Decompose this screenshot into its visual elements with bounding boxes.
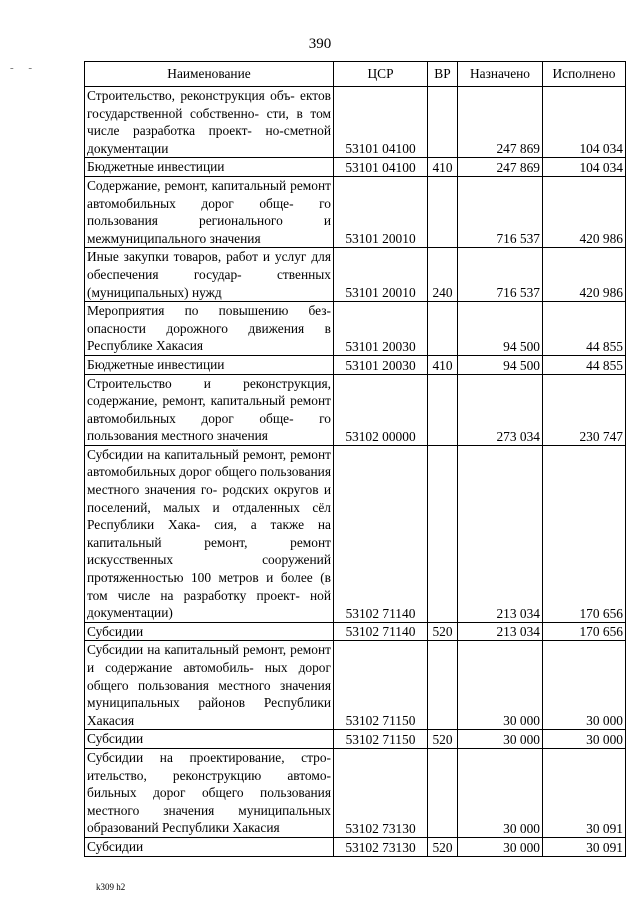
row-executed: 30 091 bbox=[543, 837, 626, 856]
row-vr bbox=[428, 374, 458, 445]
row-vr bbox=[428, 445, 458, 622]
row-name: Строительство и реконструкция, содержание, ремонт, капитальный ремонт автомобильных дорог обще- го пользования местного значения bbox=[85, 374, 334, 445]
row-executed: 170 656 bbox=[543, 622, 626, 641]
row-csr: 53101 20030 bbox=[334, 302, 428, 356]
row-assigned: 213 034 bbox=[458, 445, 543, 622]
header-name: Наименование bbox=[85, 62, 334, 87]
row-vr: 410 bbox=[428, 355, 458, 374]
table-row bbox=[85, 158, 626, 177]
row-vr: 240 bbox=[428, 248, 458, 302]
row-vr bbox=[428, 641, 458, 730]
row-assigned: 30 000 bbox=[458, 641, 543, 730]
row-executed: 170 656 bbox=[543, 445, 626, 622]
row-name: Субсидии bbox=[85, 622, 334, 641]
row-executed: 30 091 bbox=[543, 748, 626, 837]
table-row bbox=[85, 730, 626, 749]
row-assigned: 30 000 bbox=[458, 748, 543, 837]
row-executed: 420 986 bbox=[543, 248, 626, 302]
row-vr: 520 bbox=[428, 730, 458, 749]
row-assigned: 247 869 bbox=[458, 158, 543, 177]
row-name: Субсидии bbox=[85, 730, 334, 749]
table-row bbox=[85, 837, 626, 856]
row-assigned: 273 034 bbox=[458, 374, 543, 445]
header-vr: ВР bbox=[428, 62, 458, 87]
row-name: Субсидии на проектирование, стро- ительство, реконструкцию автомо- бильных дорог общего пользования местного значения муниципальных образований Республики Хакасия bbox=[85, 748, 334, 837]
row-assigned: 213 034 bbox=[458, 622, 543, 641]
row-executed: 30 000 bbox=[543, 641, 626, 730]
header-executed: Исполнено bbox=[543, 62, 626, 87]
row-csr: 53102 00000 bbox=[334, 374, 428, 445]
row-executed: 104 034 bbox=[543, 87, 626, 158]
table-row bbox=[85, 248, 626, 302]
table-row bbox=[85, 641, 626, 730]
row-executed: 44 855 bbox=[543, 355, 626, 374]
row-csr: 53101 20010 bbox=[334, 248, 428, 302]
row-executed: 30 000 bbox=[543, 730, 626, 749]
row-assigned: 716 537 bbox=[458, 248, 543, 302]
row-name: Бюджетные инвестиции bbox=[85, 158, 334, 177]
table-row bbox=[85, 176, 626, 247]
row-name: Субсидии на капитальный ремонт, ремонт автомобильных дорог общего пользования местного значения го- родских округов и поселений, малых и отдаленных сёл Республики Хака- сия, а также на капитальный ремонт, ремонт искусственных сооружений протяженностью 100 метров и более (в том числе на разработку проект- ной документации) bbox=[85, 445, 334, 622]
row-executed: 420 986 bbox=[543, 176, 626, 247]
margin-mark: - - bbox=[10, 62, 39, 74]
row-vr bbox=[428, 87, 458, 158]
row-name: Субсидии bbox=[85, 837, 334, 856]
row-vr bbox=[428, 176, 458, 247]
row-assigned: 94 500 bbox=[458, 355, 543, 374]
table-row bbox=[85, 87, 626, 158]
row-name: Мероприятия по повышению без- опасности дорожного движения в Республике Хакасия bbox=[85, 302, 334, 356]
table-row bbox=[85, 355, 626, 374]
row-vr: 410 bbox=[428, 158, 458, 177]
row-assigned: 30 000 bbox=[458, 837, 543, 856]
page-number: 390 bbox=[308, 36, 332, 52]
row-assigned: 30 000 bbox=[458, 730, 543, 749]
budget-table bbox=[84, 61, 626, 857]
row-assigned: 94 500 bbox=[458, 302, 543, 356]
row-vr: 520 bbox=[428, 837, 458, 856]
table-row bbox=[85, 445, 626, 622]
row-assigned: 716 537 bbox=[458, 176, 543, 247]
table-row bbox=[85, 622, 626, 641]
footer-code: k309 h2 bbox=[96, 882, 126, 892]
row-csr: 53102 71150 bbox=[334, 641, 428, 730]
table-header-row bbox=[85, 62, 626, 87]
row-vr bbox=[428, 748, 458, 837]
row-csr: 53102 73130 bbox=[334, 748, 428, 837]
row-csr: 53102 71150 bbox=[334, 730, 428, 749]
row-name: Строительство, реконструкция объ- ектов государственной собственно- сти, в том числе разработка проект- но-сметной документации bbox=[85, 87, 334, 158]
row-csr: 53102 71140 bbox=[334, 622, 428, 641]
row-name: Субсидии на капитальный ремонт, ремонт и содержание автомобиль- ных дорог общего пользования местного значения муниципальных районов Республики Хакасия bbox=[85, 641, 334, 730]
row-executed: 230 747 bbox=[543, 374, 626, 445]
row-name: Содержание, ремонт, капитальный ремонт автомобильных дорог обще- го пользования регионального и межмуниципального значения bbox=[85, 176, 334, 247]
row-csr: 53101 20030 bbox=[334, 355, 428, 374]
table-row bbox=[85, 302, 626, 356]
row-csr: 53101 04100 bbox=[334, 87, 428, 158]
row-csr: 53102 73130 bbox=[334, 837, 428, 856]
row-vr bbox=[428, 302, 458, 356]
row-csr: 53102 71140 bbox=[334, 445, 428, 622]
header-assigned: Назначено bbox=[458, 62, 543, 87]
header-csr: ЦСР bbox=[334, 62, 428, 87]
row-csr: 53101 20010 bbox=[334, 176, 428, 247]
table-row bbox=[85, 748, 626, 837]
row-assigned: 247 869 bbox=[458, 87, 543, 158]
row-name: Бюджетные инвестиции bbox=[85, 355, 334, 374]
row-vr: 520 bbox=[428, 622, 458, 641]
row-name: Иные закупки товаров, работ и услуг для обеспечения государ- ственных (муниципальных) нужд bbox=[85, 248, 334, 302]
row-executed: 44 855 bbox=[543, 302, 626, 356]
row-csr: 53101 04100 bbox=[334, 158, 428, 177]
row-executed: 104 034 bbox=[543, 158, 626, 177]
table-row bbox=[85, 374, 626, 445]
